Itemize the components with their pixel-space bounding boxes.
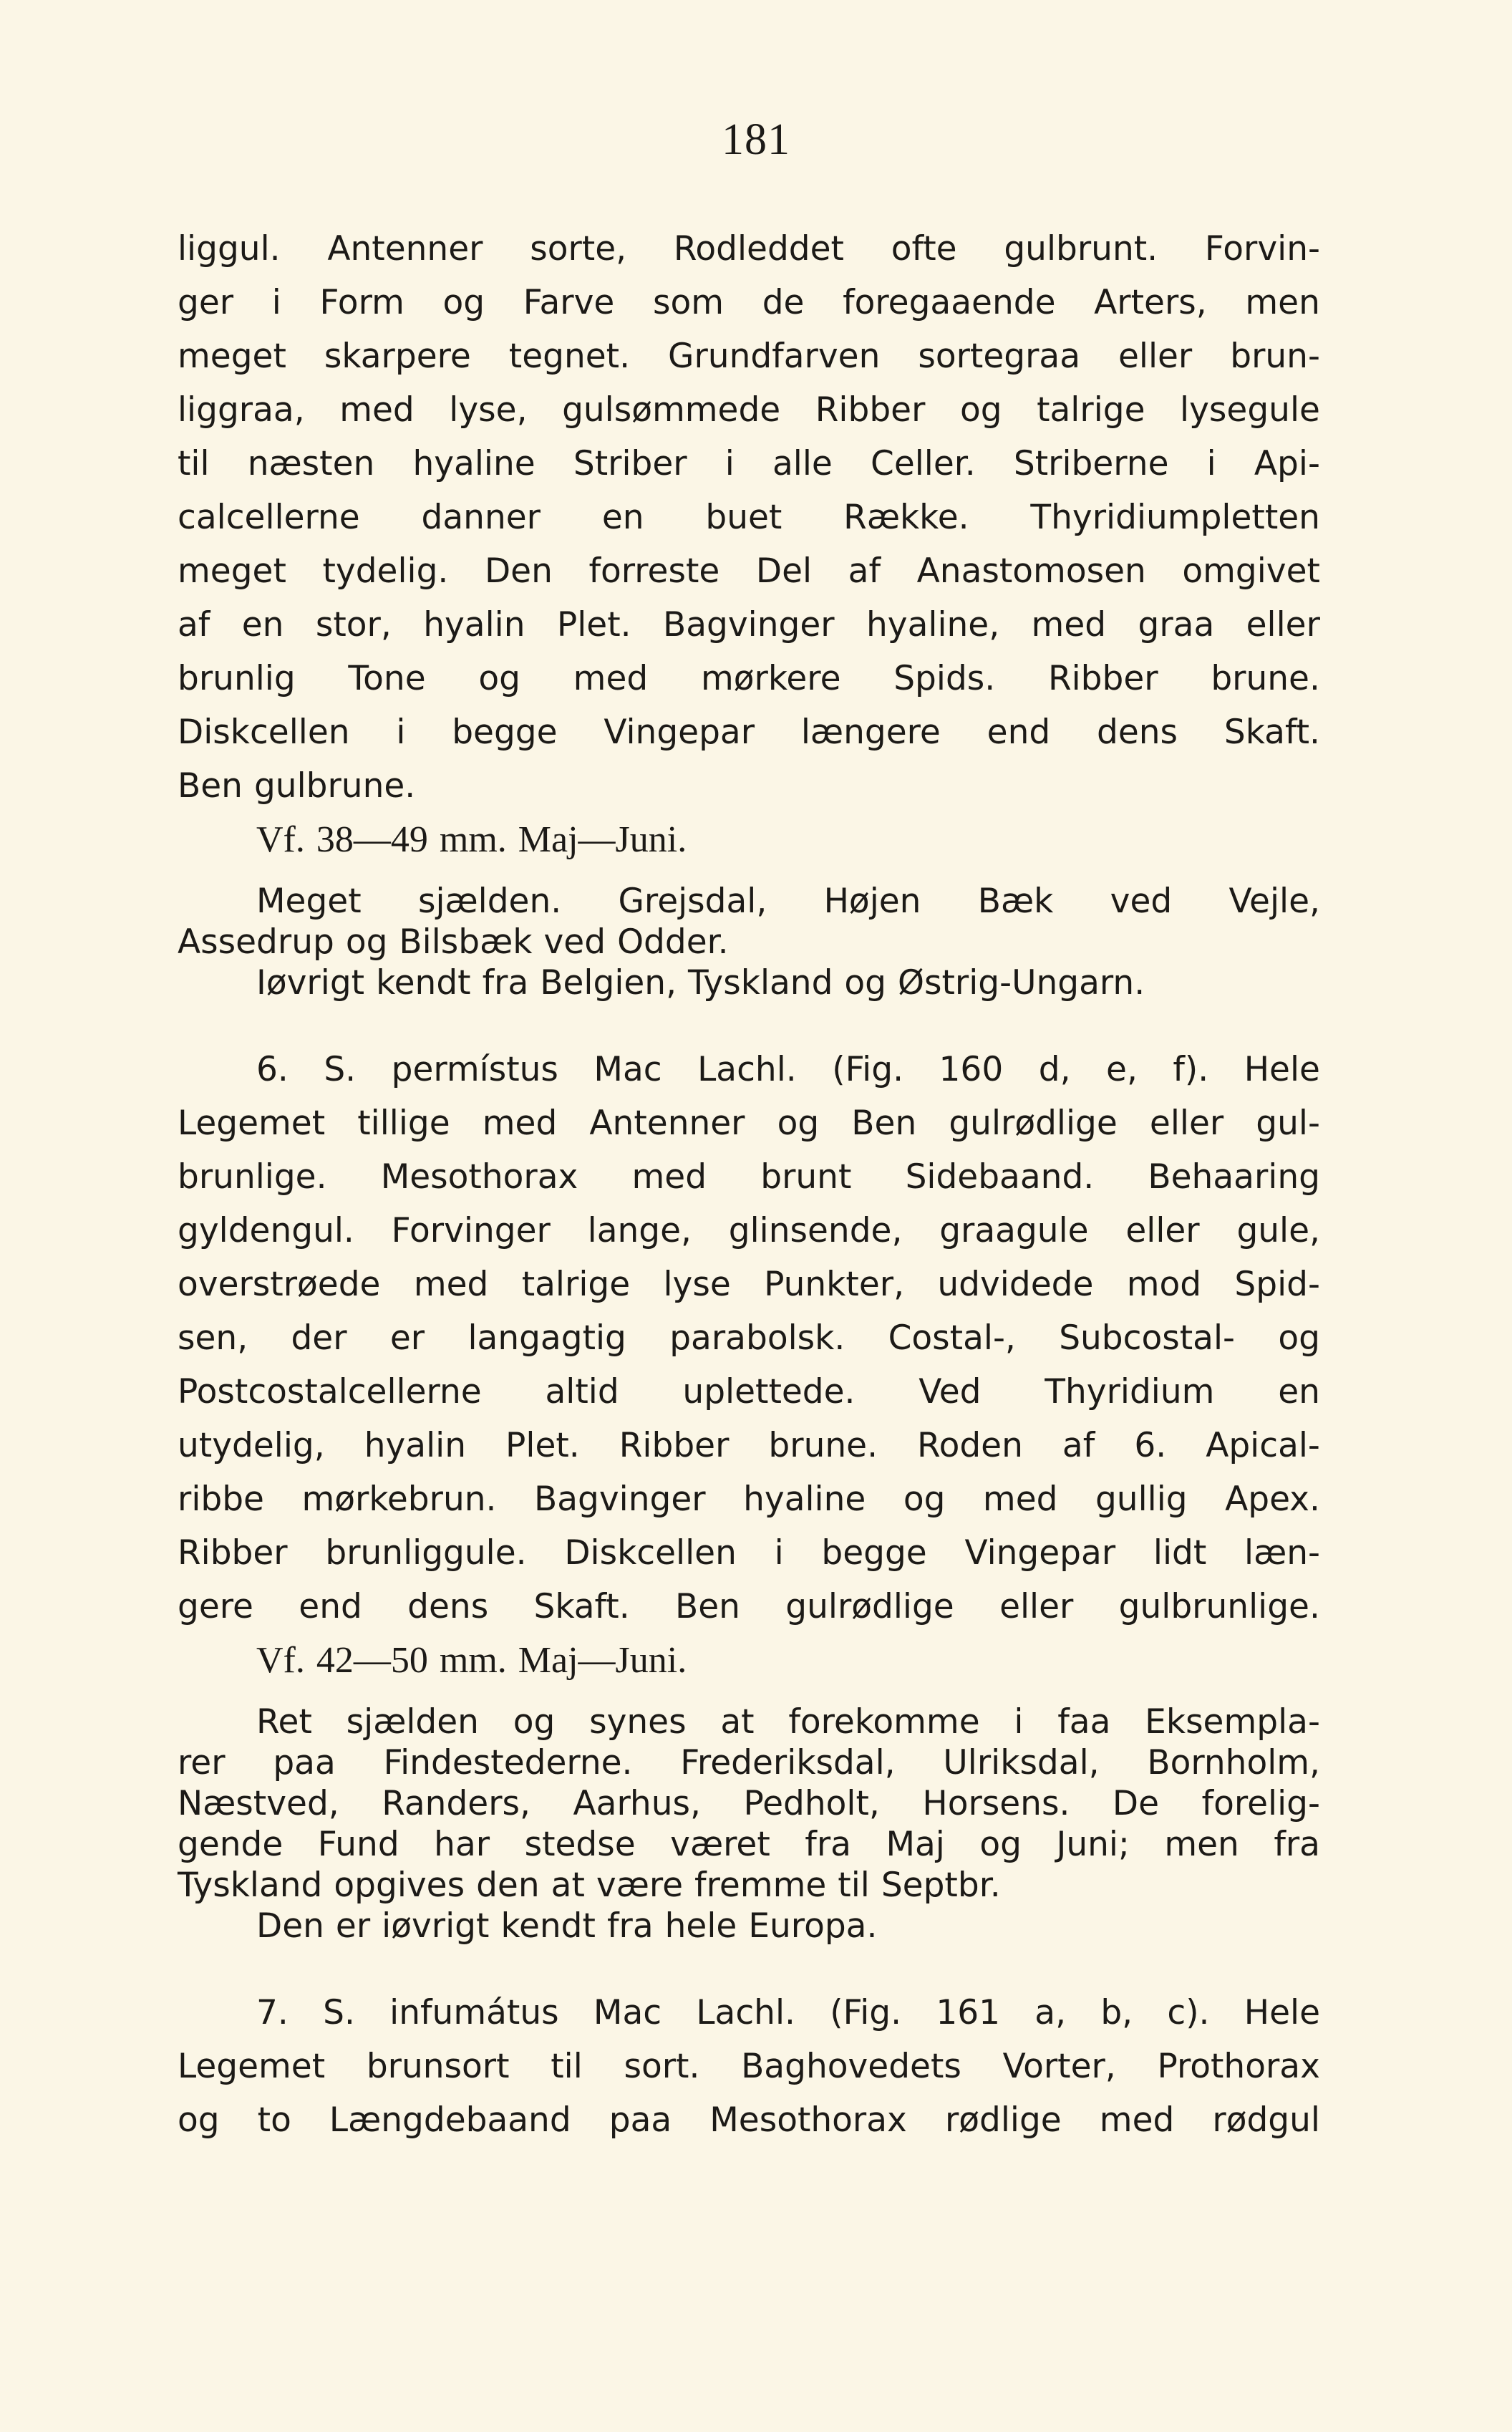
text-line: Legemet tillige med Antenner og Ben gulrødlige eller gul- [178,1104,1320,1143]
text-line: ribbe mørkebrun. Bagvinger hyaline og med gullig Apex. [178,1480,1320,1519]
text-line: af en stor, hyalin Plet. Bagvinger hyaline, med graa eller [178,605,1320,645]
locality-line: Assedrup og Bilsbæk ved Odder. [178,922,729,962]
text-line: brunlig Tone og med mørkere Spids. Ribber brune. [178,659,1320,698]
distribution-line: Den er iøvrigt kendt fra hele Europa. [256,1906,878,1946]
text-line: ger i Form og Farve som de foregaaende Arters, men [178,283,1320,322]
locality-line: Meget sjælden. Grejsdal, Højen Bæk ved Vejle, [256,882,1320,921]
text-line: brunlige. Mesothorax med brunt Sidebaand. Behaaring [178,1157,1320,1197]
text-line: Diskcellen i begge Vingepar længere end dens Skaft. [178,713,1320,752]
text-line: liggul. Antenner sorte, Rodleddet ofte gulbrunt. Forvin- [178,229,1320,269]
species-heading-line: 6. S. permístus Mac Lachl. (Fig. 160 d, e, f). Hele [256,1050,1320,1089]
flight-period-line: Vf. 42—50 mm. Maj—Juni. [256,1640,687,1681]
text-line: gyldengul. Forvinger lange, glinsende, graagule eller gule, [178,1211,1320,1250]
text-line: og to Længdebaand paa Mesothorax rødlige med rødgul [178,2100,1320,2140]
text-line: sen, der er langagtig parabolsk. Costal-, Subcostal- og [178,1318,1320,1358]
text-line: Postcostalcellerne altid uplettede. Ved Thyridium en [178,1372,1320,1412]
text-line: overstrøede med talrige lyse Punkter, udvidede mod Spid- [178,1265,1320,1304]
locality-line: Næstved, Randers, Aarhus, Pedholt, Horsens. De forelig- [178,1784,1320,1823]
distribution-line: Iøvrigt kendt fra Belgien, Tyskland og Østrig-Ungarn. [256,963,1145,1003]
locality-line: gende Fund har stedse været fra Maj og Juni; men fra [178,1825,1320,1864]
text-line: til næsten hyaline Striber i alle Celler. Striberne i Api- [178,444,1320,483]
locality-line: Tyskland opgives den at være fremme til Septbr. [178,1866,1001,1905]
species-heading-line: 7. S. infumátus Mac Lachl. (Fig. 161 a, b, c). Hele [256,1993,1320,2032]
text-line: liggraa, med lyse, gulsømmede Ribber og talrige lysegule [178,390,1320,430]
text-line: gere end dens Skaft. Ben gulrødlige eller gulbrunlige. [178,1587,1320,1626]
text-line: utydelig, hyalin Plet. Ribber brune. Roden af 6. Apical- [178,1426,1320,1465]
locality-line: Ret sjælden og synes at forekomme i faa Eksempla- [256,1702,1320,1742]
text-line: meget skarpere tegnet. Grundfarven sortegraa eller brun- [178,337,1320,376]
text-line: Ribber brunliggule. Diskcellen i begge Vingepar lidt læn- [178,1533,1320,1573]
locality-line: rer paa Findestederne. Frederiksdal, Ulriksdal, Bornholm, [178,1743,1320,1782]
text-line: meget tydelig. Den forreste Del af Anastomosen omgivet [178,551,1320,591]
page-number: 181 [722,115,790,164]
body-text [178,222,1320,2147]
flight-period-line: Vf. 38—49 mm. Maj—Juni. [256,819,687,860]
text-line: Ben gulbrune. [178,766,416,806]
text-line: calcellerne danner en buet Række. Thyridiumpletten [178,498,1320,537]
text-line: Legemet brunsort til sort. Baghovedets Vorter, Prothorax [178,2047,1320,2086]
